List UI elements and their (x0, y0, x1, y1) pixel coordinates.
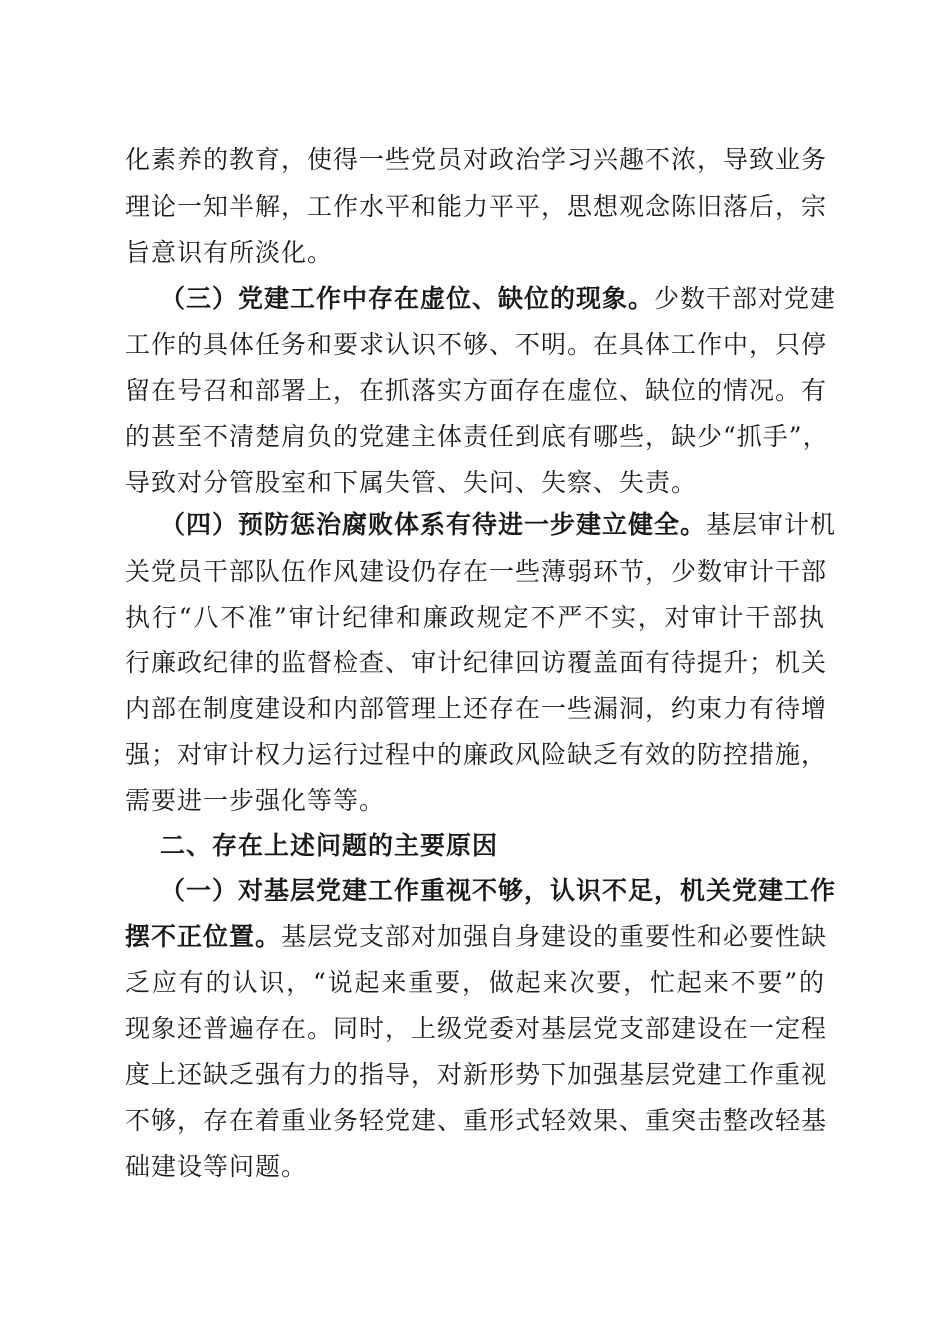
text-line: 关党员干部队伍作风建设仍存在一些薄弱环节，少数审计干部 (125, 557, 828, 586)
section-4-text: 基层审计机 (706, 510, 837, 539)
text-line: 执行“八不准”审计纪律和廉政规定不严不实，对审计干部执 (125, 603, 825, 632)
cause-1-line (125, 917, 828, 957)
text-line: 不够，存在着重业务轻党建、重形式轻效果、重突击整改轻基 (125, 1106, 828, 1135)
section-3-text: 少数干部对党建 (654, 284, 837, 313)
chapter-2-heading: 二、存在上述问题的主要原因 (160, 831, 499, 860)
text-line: 乏应有的认识，“说起来重要，做起来次要，忙起来不要”的 (125, 968, 825, 997)
text-line: 内部在制度建设和内部管理上还存在一些漏洞，约束力有待增 (125, 694, 828, 723)
section-4-heading: （四）预防惩治腐败体系有待进一步建立健全。 (160, 510, 707, 539)
cause-1-heading: （一）对基层党建工作重视不够，认识不足，机关党建工作 (160, 876, 837, 905)
text-line: 留在号召和部署上，在抓落实方面存在虚位、缺位的情况。有 (125, 376, 828, 405)
text-line: 旨意识有所淡化。 (125, 238, 334, 267)
text-line: 化素养的教育，使得一些党员对政治学习兴趣不浓，导致业务 (125, 145, 828, 174)
cause-1-text: 基层党支部对加强自身建设的重要性和必要性缺 (281, 922, 828, 951)
cause-1-heading-end: 摆不正位置。 (125, 922, 282, 951)
text-line: 需要进一步强化等等。 (125, 786, 386, 815)
section-3-line (160, 279, 837, 319)
text-line: 理论一知半解，工作水平和能力平平，思想观念陈旧落后，宗 (125, 192, 828, 221)
text-line: 度上还缺乏强有力的指导，对新形势下加强基层党建工作重视 (125, 1060, 828, 1089)
text-line: 现象还普遍存在。同时，上级党委对基层党支部建设在一定程 (125, 1014, 828, 1043)
text-line: 础建设等问题。 (125, 1152, 308, 1181)
text-line: 的甚至不清楚肩负的党建主体责任到底有哪些，缺少“抓手”， (125, 422, 829, 451)
text-line: 强；对审计权力运行过程中的廉政风险缺乏有效的防控措施， (125, 740, 828, 769)
text-line: 导致对分管股室和下属失管、失问、失察、失责。 (125, 468, 698, 497)
text-line: 工作的具体任务和要求认识不够、不明。在具体工作中，只停 (125, 330, 828, 359)
text-line: 行廉政纪律的监督检查、审计纪律回访覆盖面有待提升；机关 (125, 648, 828, 677)
section-4-line (160, 505, 837, 545)
section-3-heading: （三）党建工作中存在虚位、缺位的现象。 (160, 284, 655, 313)
